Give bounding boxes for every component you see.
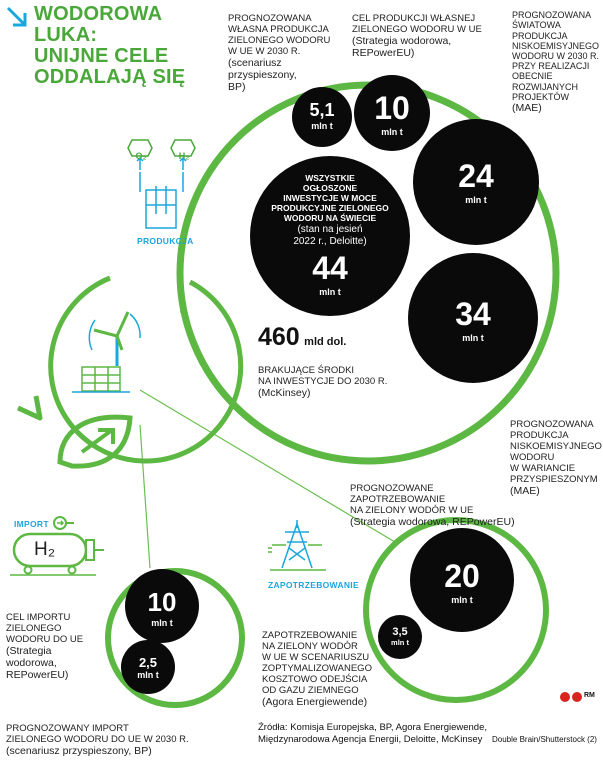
- investment-label: BRAKUJĄCE ŚRODKI NA INWESTYCJE DO 2030 R. (McKinsey): [258, 365, 388, 399]
- label-import-2-5: PROGNOZOWANY IMPORT ZIELONEGO WODORU DO UE W 2030 R. (scenariusz przyspieszony, BP): [6, 723, 189, 757]
- label-24: PROGNOZOWANA ŚWIATOWA PRODUKCJA NISKOEMISYJNEGO WODORU W 2030 R. PRZY REALIZACJI OBECNIE ROZWIJANYCH PROJEKTÓW (MAE): [512, 10, 600, 115]
- tank-h2-label: H₂: [34, 539, 56, 560]
- photo-credit: Double Brain/Shutterstock (2): [492, 735, 597, 744]
- label-10: CEL PRODUKCJI WŁASNEJ ZIELONEGO WODORU W UE (Strategia wodorowa, REPowerEU): [352, 13, 482, 59]
- sources-footer: Źródła: Komisja Europejska, BP, Agora Energiewende, Międzynarodowa Agencja Energii, Deloitte, McKinsey: [258, 722, 488, 745]
- bubble-demand-3-5-text: 3,5 mln t: [391, 626, 409, 647]
- investment-unit: mld dol.: [304, 336, 347, 348]
- bubble-demand-20-text: 20 mln t: [444, 558, 480, 605]
- power-pylon-icon: [268, 520, 326, 570]
- import-section-label: IMPORT: [14, 519, 49, 529]
- publisher-logo-icon: [560, 692, 582, 702]
- bubble-24-text: 24 mln t: [458, 158, 494, 205]
- label-5-1: PROGNOZOWANA WŁASNA PRODUKCJA ZIELONEGO WODORU W UE W 2030 R. (scenariusz przyspieszony, BP): [228, 13, 331, 93]
- production-section-label: PRODUKCJA: [137, 236, 194, 246]
- bubble-5-1-text: 5,1 mln t: [309, 100, 335, 131]
- label-34: PROGNOZOWANA PRODUKCJA NISKOEMISYJNEGO WODORU W WARIANCIE PRZYSPIESZONYM (MAE): [510, 419, 602, 497]
- label-demand-3-5: ZAPOTRZEBOWANIE NA ZIELONY WODÓR W UE W SCENARIUSZU ZOPTYMALIZOWANEGO KOSZTOWO ODEJŚCIA OD GAZU ZIEMNEGO (Agora Energiewende): [262, 630, 372, 708]
- bubble-import-2-5-text: 2,5 mln t: [137, 655, 159, 680]
- o2-label: O₂: [135, 151, 147, 161]
- label-demand-20: PROGNOZOWANE ZAPOTRZEBOWANIE NA ZIELONY WODÓR W UE (Strategia wodorowa, REPowerEU): [350, 483, 515, 528]
- solar-panel-icon: [72, 367, 130, 392]
- bubble-44-text: 44 mln t: [312, 250, 348, 297]
- page-title: WODOROWA LUKA: UNIJNE CELE ODDALAJĄ SIĘ: [34, 3, 186, 88]
- bubble-import-10-text: 10 mln t: [147, 587, 177, 628]
- investment-value: 460: [258, 323, 300, 351]
- label-import-10: CEL IMPORTU ZIELONEGO WODORU DO UE (Strategia wodorowa, REPowerEU): [6, 612, 84, 681]
- publisher-logo-text: RM: [584, 692, 595, 699]
- bubble-34-text: 34 mln t: [455, 296, 491, 343]
- demand-section-label: ZAPOTRZEBOWANIE: [268, 580, 359, 590]
- investment-block: [258, 323, 418, 410]
- center-source: (stan na jesień 2022 r., Deloitte): [293, 224, 367, 247]
- wind-turbine-icon: [89, 312, 140, 366]
- center-title: WSZYSTKIE OGŁOSZONE INWESTYCJE W MOCE PRODUKCYJNE ZIELONEGO WODORU NA ŚWIECIE: [271, 173, 389, 223]
- h2-label: H₂: [178, 151, 190, 161]
- arrow-down-right-icon: [8, 8, 25, 25]
- connector-line: [140, 425, 150, 568]
- bubble-10-text: 10 mln t: [374, 90, 410, 137]
